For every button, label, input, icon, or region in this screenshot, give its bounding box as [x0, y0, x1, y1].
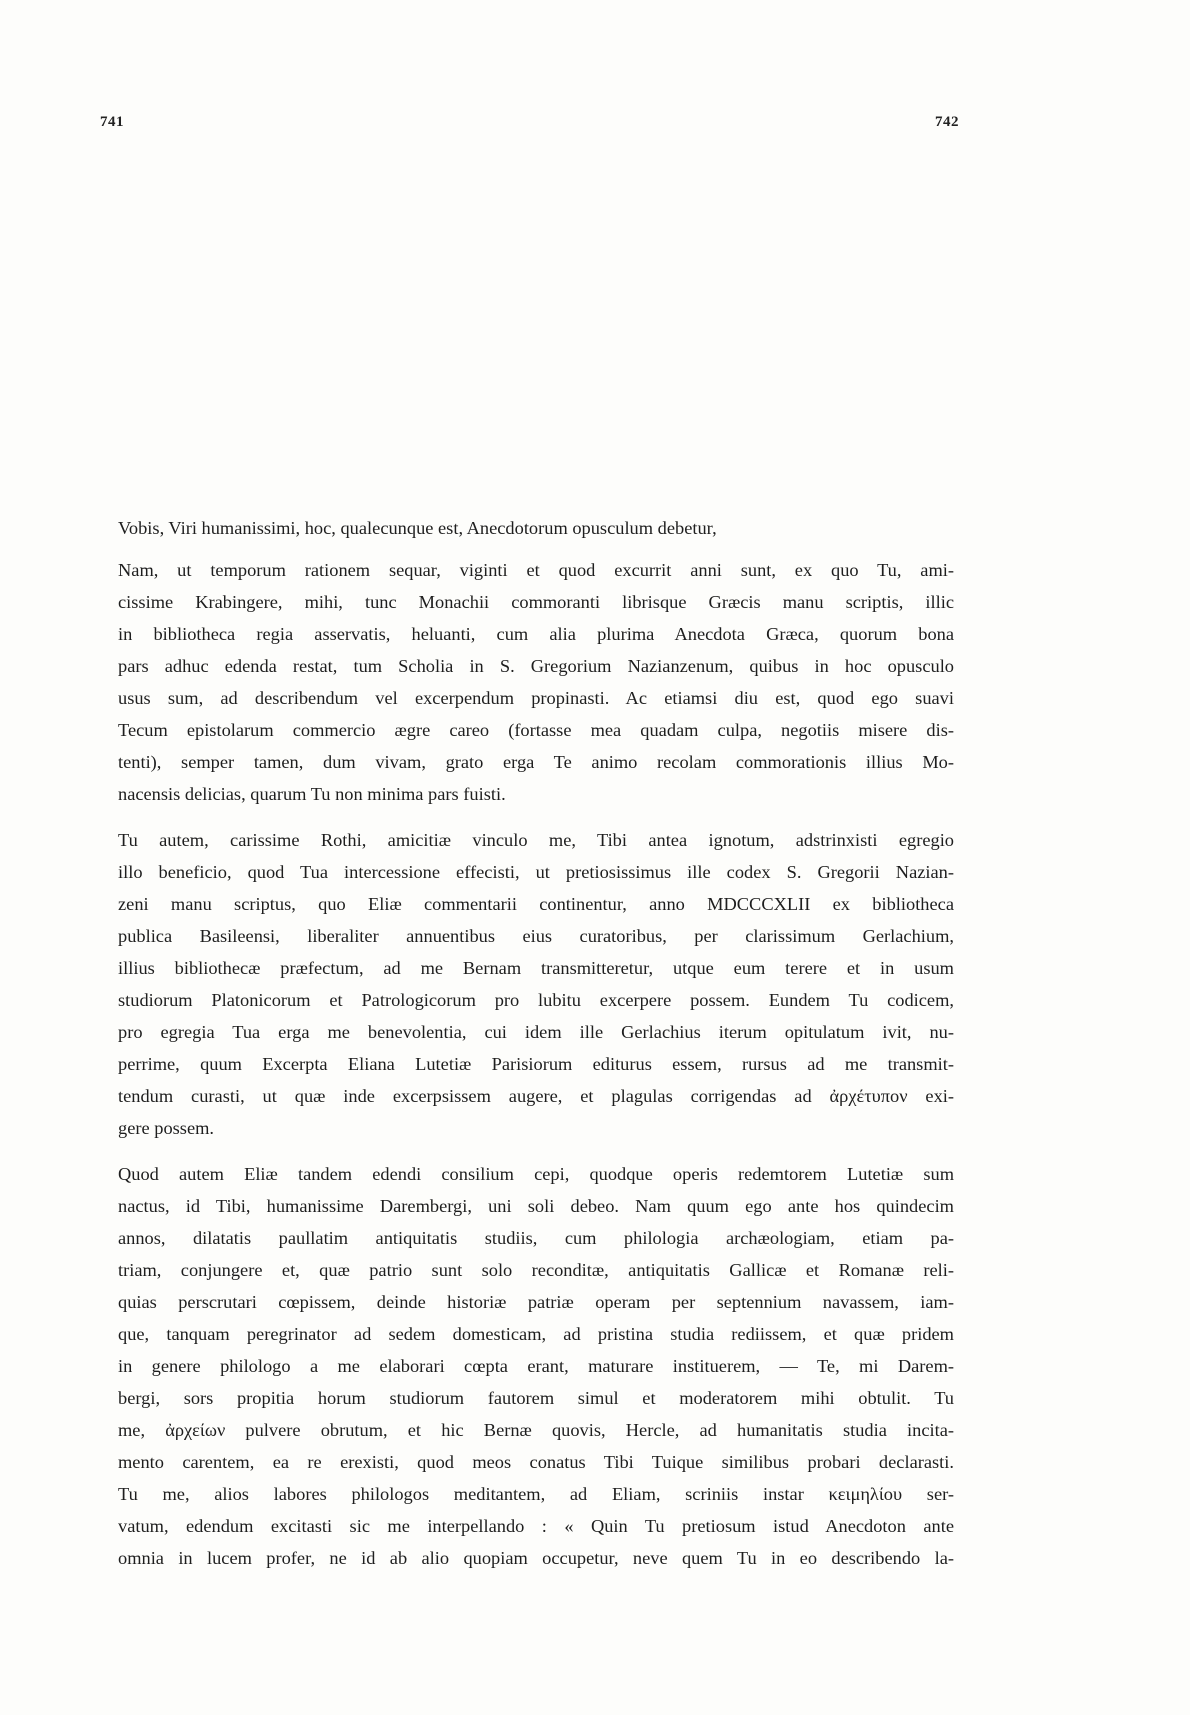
text-line: nacensis delicias, quarum Tu non minima pars fuisti. [118, 784, 506, 804]
text-line: illius bibliothecæ præfectum, ad me Bernam transmitteretur, utque eum terere et in usum [118, 958, 954, 978]
text-line: publica Basileensi, liberaliter annuentibus eius curatoribus, per clarissimum Gerlachium, [118, 926, 954, 946]
text-line: quias perscrutari cœpissem, deinde historiæ patriæ operam per septennium navassem, iam- [118, 1292, 954, 1312]
text-line: Tu autem, carissime Rothi, amicitiæ vinculo me, Tibi antea ignotum, adstrinxisti egregio [118, 830, 954, 850]
page-number-right: 742 [935, 114, 959, 130]
opening-line: Vobis, Viri humanissimi, hoc, qualecunque est, Anecdotorum opusculum debetur, [118, 518, 717, 538]
text-line: annos, dilatatis paullatim antiquitatis studiis, cum philologia archæologiam, etiam pa- [118, 1228, 954, 1248]
text-line: cissime Krabingere, mihi, tunc Monachii commoranti librisque Græcis manu scriptis, illic [118, 592, 954, 612]
text-line: zeni manu scriptus, quo Eliæ commentarii continentur, anno MDCCCXLII ex bibliotheca [118, 894, 954, 914]
text-line: bergi, sors propitia horum studiorum fautorem simul et moderatorem mihi obtulit. Tu [118, 1388, 954, 1408]
text-line: Quod autem Eliæ tandem edendi consilium cepi, quodque operis redemtorem Lutetiæ sum [118, 1164, 954, 1184]
text-line: mento carentem, ea re erexisti, quod meos conatus Tibi Tuique similibus probari declarasti. [118, 1452, 954, 1472]
text-line: gere possem. [118, 1118, 215, 1138]
text-line: pro egregia Tua erga me benevolentia, cui idem ille Gerlachius iterum opitulatum ivit, nu- [118, 1022, 954, 1042]
paragraph-3 [118, 1158, 954, 1574]
page-number-left: 741 [100, 114, 124, 130]
text-line: perrime, quum Excerpta Eliana Lutetiæ Parisiorum editurus essem, rursus ad me transmit- [118, 1054, 954, 1074]
text-line: tendum curasti, ut quæ inde excerpsissem augere, et plagulas corrigendas ad ἀρχέτυπον exi- [118, 1086, 954, 1106]
text-line: in bibliotheca regia asservatis, heluanti, cum alia plurima Anecdota Græca, quorum bona [118, 624, 954, 644]
text-line: illo beneficio, quod Tua intercessione effecisti, ut pretiosissimus ille codex S. Gregorii Nazian- [118, 862, 954, 882]
text-line: me, ἀρχείων pulvere obrutum, et hic Bernæ quovis, Hercle, ad humanitatis studia incita- [118, 1420, 954, 1440]
paragraph-2 [118, 824, 954, 1144]
text-line: vatum, edendum excitasti sic me interpellando : « Quin Tu pretiosum istud Anecdoton ante [118, 1516, 954, 1536]
text-line: Tecum epistolarum commercio ægre careo (fortasse mea quadam culpa, negotiis misere dis- [118, 720, 954, 740]
text-line: que, tanquam peregrinator ad sedem domesticam, ad pristina studia rediissem, et quæ pridem [118, 1324, 954, 1344]
text-line: Tu me, alios labores philologos meditantem, ad Eliam, scriniis instar κειμηλίου ser- [118, 1484, 954, 1504]
text-line: usus sum, ad describendum vel excerpendum propinasti. Ac etiamsi diu est, quod ego suavi [118, 688, 954, 708]
text-line: pars adhuc edenda restat, tum Scholia in S. Gregorium Nazianzenum, quibus in hoc opusculo [118, 656, 954, 676]
text-line: studiorum Platonicorum et Patrologicorum pro lubitu excerpere possem. Eundem Tu codicem, [118, 990, 954, 1010]
text-line: in genere philologo a me elaborari cœpta erant, maturare instituerem, — Te, mi Darem- [118, 1356, 954, 1376]
body-text [118, 512, 954, 1588]
paragraph-1 [118, 554, 954, 810]
text-line: tenti), semper tamen, dum vivam, grato erga Te animo recolam commorationis illius Mo- [118, 752, 954, 772]
text-line: omnia in lucem profer, ne id ab alio quopiam occupetur, neve quem Tu in eo describendo la- [118, 1548, 954, 1568]
text-line: Nam, ut temporum rationem sequar, viginti et quod excurrit anni sunt, ex quo Tu, ami- [118, 560, 954, 580]
text-line: triam, conjungere et, quæ patrio sunt solo reconditæ, antiquitatis Gallicæ et Romanæ reli- [118, 1260, 954, 1280]
text-line: nactus, id Tibi, humanissime Darembergi, uni soli debeo. Nam quum ego ante hos quindecim [118, 1196, 954, 1216]
